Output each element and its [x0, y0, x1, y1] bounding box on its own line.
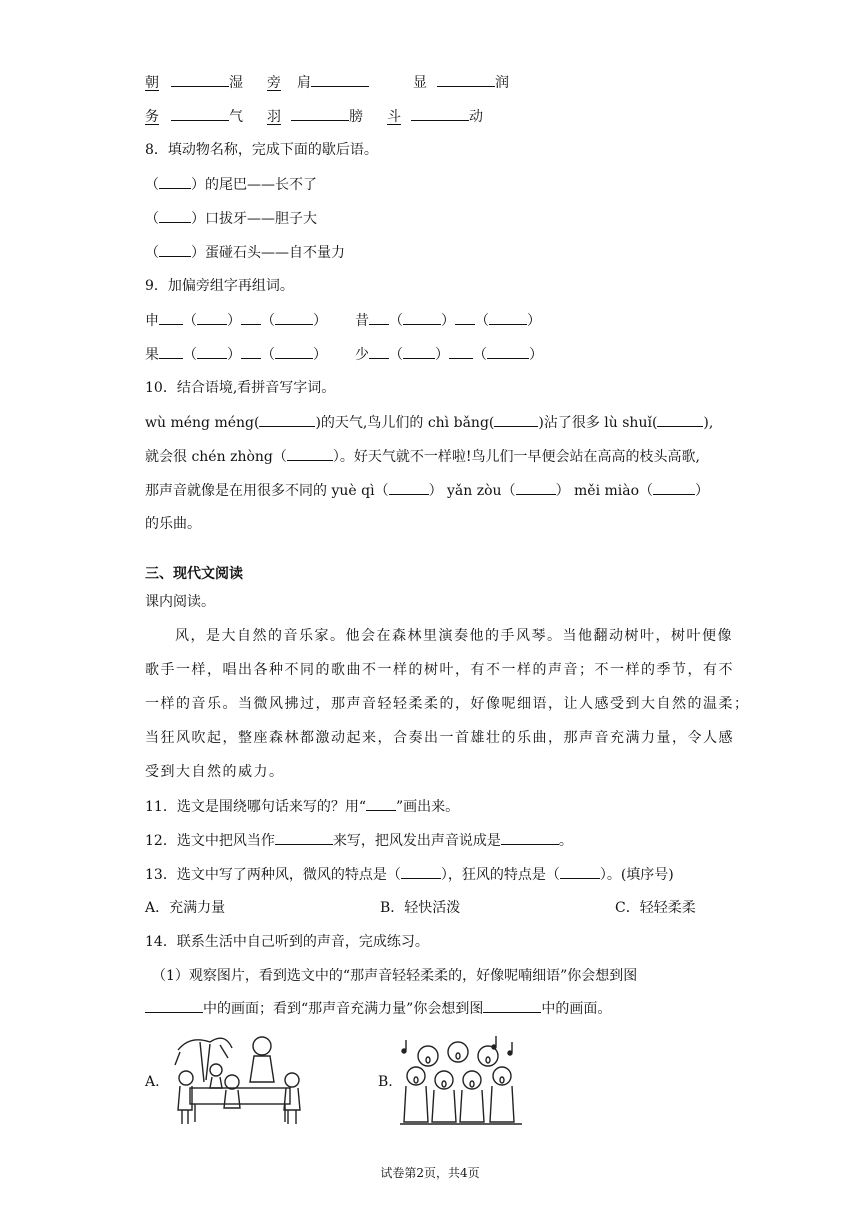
q7-char: 务	[145, 109, 159, 125]
q7-row2	[145, 106, 483, 127]
answer-blank[interactable]	[171, 72, 229, 87]
answer-blank[interactable]	[197, 344, 227, 359]
children-scene-icon	[170, 1030, 310, 1130]
q7-char: 动	[469, 109, 483, 125]
answer-blank[interactable]	[411, 106, 469, 121]
answer-blank[interactable]	[159, 344, 183, 359]
picture-b-label: B.	[378, 1074, 393, 1090]
answer-blank[interactable]	[501, 830, 559, 845]
answer-blank[interactable]	[159, 310, 183, 325]
option-a[interactable]: A．充满力量	[145, 900, 226, 916]
q14-sub1-cont: 中的画面；看到“那声音充满力量”你会想到图 中的画面。	[145, 998, 611, 1019]
answer-blank[interactable]	[369, 344, 389, 359]
answer-blank[interactable]	[287, 446, 333, 461]
answer-blank[interactable]	[275, 344, 313, 359]
answer-blank[interactable]	[259, 412, 315, 427]
q7-char: 显	[413, 75, 427, 91]
q13: 13．选文中写了两种风，微风的特点是（ ），狂风的特点是（ ）。(填序号)	[145, 864, 674, 885]
answer-blank[interactable]	[145, 998, 203, 1013]
answer-blank[interactable]	[197, 310, 227, 325]
answer-blank[interactable]	[241, 310, 261, 325]
answer-blank[interactable]	[403, 344, 435, 359]
answer-blank[interactable]	[159, 174, 191, 189]
q7-char: 润	[495, 75, 509, 91]
choir-scene-icon	[400, 1030, 530, 1130]
q11: 11．选文是围绕哪句话来写的？用“ ”画出来。	[145, 796, 459, 817]
q13-options	[145, 898, 715, 918]
picture-a-children-playing[interactable]	[170, 1030, 310, 1130]
passage-line: 一样的音乐。当微风拂过，那声音轻轻柔柔的，好像呢细语，让人感受到大自然的温柔；	[145, 696, 750, 712]
answer-blank[interactable]	[516, 480, 556, 495]
q7-char: 朝	[145, 75, 159, 91]
section-subheading: 课内阅读。	[145, 594, 215, 610]
q10-title: 10．结合语境,看拼音写字词。	[145, 380, 336, 396]
answer-blank[interactable]	[403, 310, 441, 325]
answer-blank[interactable]	[483, 998, 541, 1013]
q10-line2: 就会很 chén zhòng（ ）。好天气就不一样啦!鸟儿们一早便会站在高高的枝头高歌,	[145, 446, 700, 467]
q8-item: （ ）口拔牙——胆子大	[145, 208, 317, 229]
answer-blank[interactable]	[560, 864, 600, 879]
answer-blank[interactable]	[653, 480, 695, 495]
answer-blank[interactable]	[369, 310, 389, 325]
answer-blank[interactable]	[487, 344, 529, 359]
q7-char: 斗	[387, 109, 401, 125]
q9-row1b: 昔 （ ） （ ）	[355, 310, 541, 331]
q7-char: 气	[229, 109, 243, 125]
q9-row1: 申 （ ） （ ）	[145, 310, 327, 331]
answer-blank[interactable]	[159, 242, 191, 257]
q7-row1	[145, 72, 509, 93]
answer-blank[interactable]	[275, 310, 313, 325]
option-b[interactable]: B．轻快活泼	[380, 900, 461, 916]
q7-char: 湿	[229, 75, 243, 91]
passage-line: 当狂风吹起，整座森林都激动起来，合奏出一首雄壮的乐曲，那声音充满力量，令人感	[145, 730, 734, 746]
answer-blank[interactable]	[401, 864, 441, 879]
q9-title: 9．加偏旁组字再组词。	[145, 278, 294, 294]
answer-blank[interactable]	[291, 106, 349, 121]
answer-blank	[366, 796, 396, 811]
q7-char: 羽	[267, 109, 281, 125]
q7-char: 肩	[297, 75, 311, 91]
answer-blank[interactable]	[437, 72, 495, 87]
q8-item: （ ）蛋碰石头——自不量力	[145, 242, 345, 263]
answer-blank[interactable]	[275, 830, 333, 845]
q10-line3: 那声音就像是在用很多不同的 yuè qì（ ） yǎn zòu（ ） měi miào（ ）	[145, 480, 709, 501]
q8-title: 8．填动物名称，完成下面的歇后语。	[145, 142, 378, 158]
answer-blank[interactable]	[489, 310, 527, 325]
q12: 12．选文中把风当作 来写，把风发出声音说成是 。	[145, 830, 573, 851]
answer-blank[interactable]	[389, 480, 429, 495]
answer-blank[interactable]	[494, 412, 538, 427]
answer-blank[interactable]	[311, 72, 369, 87]
picture-a-label: A.	[145, 1074, 160, 1090]
passage-line: 歌手一样，唱出各种不同的歌曲不一样的树叶，有不一样的声音；不一样的季节，有不	[145, 662, 734, 678]
q7-char: 膀	[349, 109, 363, 125]
answer-blank[interactable]	[241, 344, 261, 359]
q14-sub1: （1）观察图片，看到选文中的“那声音轻轻柔柔的，好像呢喃细语”你会想到图	[152, 968, 638, 984]
answer-blank[interactable]	[159, 208, 191, 223]
q9-row2: 果 （ ） （ ）	[145, 344, 327, 365]
passage-line: 受到大自然的威力。	[145, 764, 285, 780]
q8-item: （ ）的尾巴——长不了	[145, 174, 317, 195]
q10-line4: 的乐曲。	[145, 516, 201, 532]
q9-row2b: 少 （ ） （ ）	[355, 344, 543, 365]
picture-b-children-singing[interactable]	[400, 1030, 530, 1130]
option-c[interactable]: C．轻轻柔柔	[615, 900, 696, 916]
q7-char: 旁	[267, 75, 281, 91]
answer-blank[interactable]	[657, 412, 703, 427]
q10-line1: wù méng méng( )的天气,鸟儿们的 chì bǎng( )沾了很多 lù shuǐ( ),	[145, 412, 713, 433]
answer-blank[interactable]	[455, 310, 475, 325]
section-heading: 三、现代文阅读	[145, 566, 243, 582]
q14-title: 14．联系生活中自己听到的声音，完成练习。	[145, 934, 429, 950]
answer-blank[interactable]	[449, 344, 473, 359]
page-footer: 试卷第2页，共4页	[380, 1166, 480, 1180]
passage-line: 风，是大自然的音乐家。他会在森林里演奏他的手风琴。当他翻动树叶，树叶便像	[175, 628, 733, 644]
answer-blank[interactable]	[171, 106, 229, 121]
